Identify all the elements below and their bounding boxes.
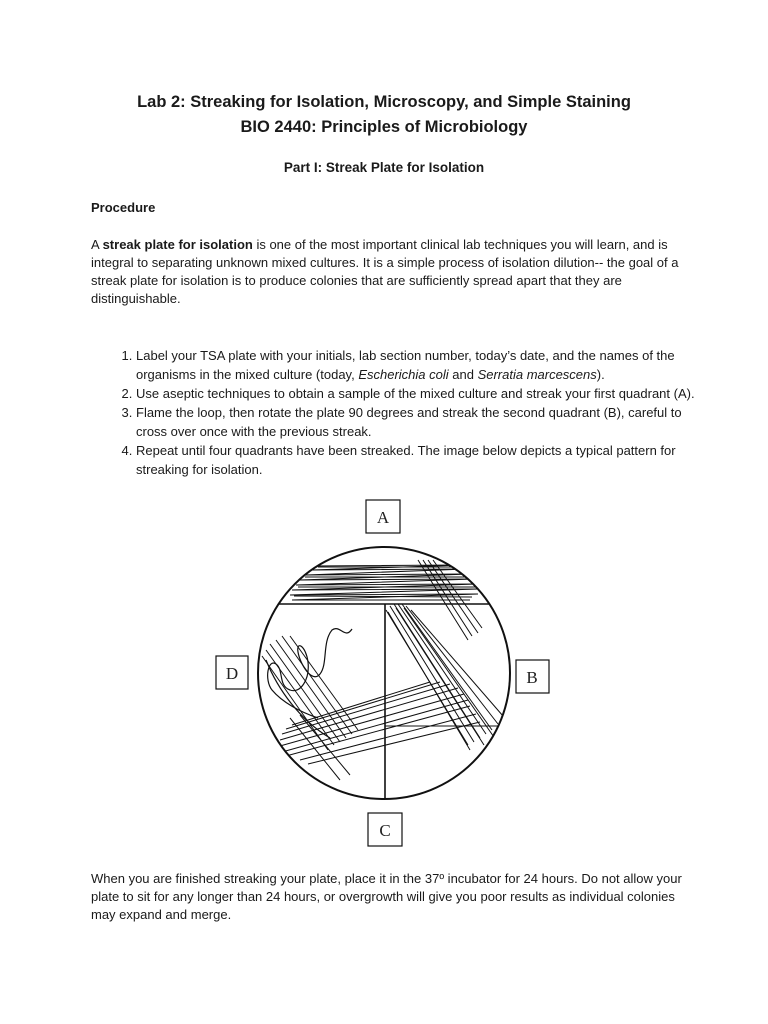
step-text: Label your TSA plate with your initials, lab section number, today’s date, and the names of the organisms in the mixed culture (today, [136,348,675,382]
part-heading: Part I: Streak Plate for Isolation [283,160,485,175]
label-b: B [526,668,538,687]
label-box-c [368,813,402,846]
step-text: Repeat until four quadrants have been streaked. The image below depicts a typical pattern for streaking for isolation. [136,443,676,477]
step-text: Use aseptic techniques to obtain a sample of the mixed culture and streak your first quadrant (A). [136,386,695,401]
organism-name: Escherichia coli [358,367,449,382]
procedure-heading: Procedure [91,200,156,215]
label-d: D [225,664,239,683]
step-text: Flame the loop, then rotate the plate 90 degrees and streak the second quadrant (B), careful to cross over once with the previous streak. [136,405,682,439]
organism-name: Serratia marcescens [477,367,597,382]
course-title: BIO 2440: Principles of Microbiology [240,118,528,136]
intro-lead: A [91,237,103,252]
label-c: C [379,821,391,840]
closing-paragraph: When you are finished streaking your plate, place it in the 37º incubator for 24 hours. Do not allow your plate to sit for any longer than 24 hours, or overgrowth will give you poor results as individual colonies may expand and merge. [91,871,682,922]
intro-bold-term: streak plate for isolation [102,237,253,252]
label-a: A [376,508,390,527]
label-box-a [366,500,400,533]
intro-rest: is one of the most important clinical lab techniques you will learn, and is integral to separating unknown mixed cultures. It is a simple process of isolation dilution-- the goal of a streak plate for isolation is to produce colonies that are sufficiently spread apart that they are distinguishable. [91,237,679,306]
step-text: and [448,367,478,382]
label-box-d [216,656,248,689]
step-text: ). [596,367,605,382]
document-title: Lab 2: Streaking for Isolation, Microscopy, and Simple Staining [137,93,631,111]
label-box-b [516,660,549,693]
